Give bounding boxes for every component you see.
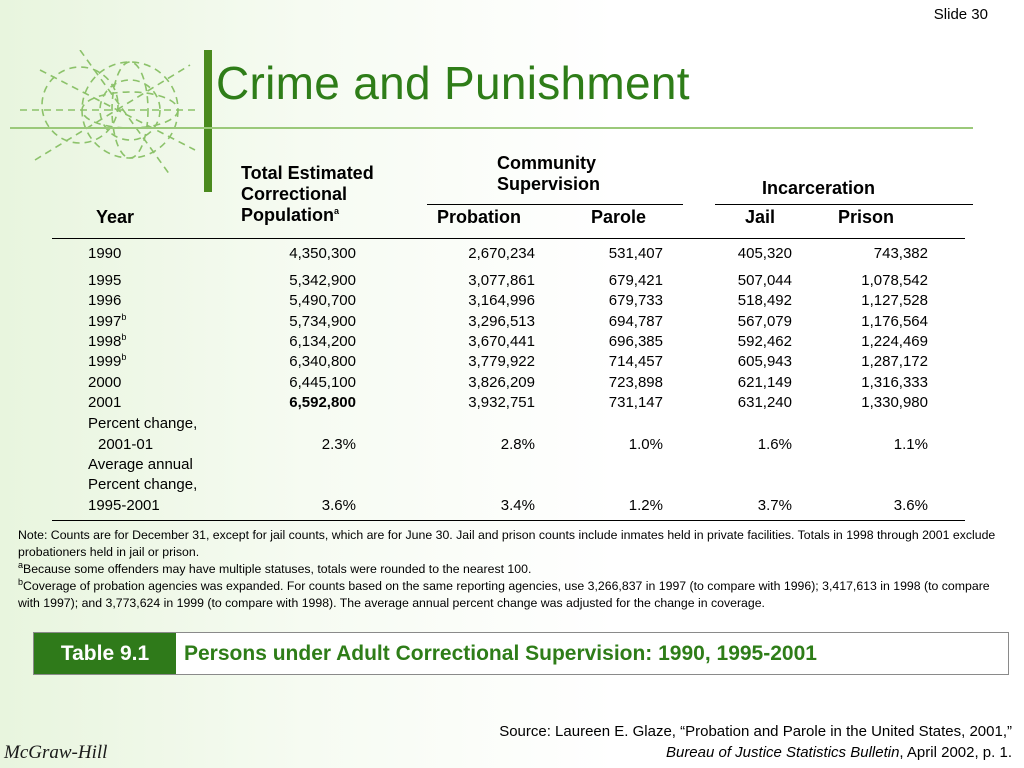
note-a: $^a$Because some offenders may have multiple statuses, totals were rounded to the nearest 100.: [18, 559, 532, 576]
header-jail: Jail: [745, 207, 776, 227]
row-prison: 1,287,172: [861, 353, 928, 370]
header-community: [497, 153, 600, 195]
header-parole: Parole: [591, 207, 647, 227]
row-probation: 3,826,209: [468, 374, 535, 391]
row-jail: 621,149: [737, 374, 792, 391]
row-prison: 1,078,542: [861, 272, 928, 289]
row-year: 1995: [88, 272, 122, 289]
row-probation: 3,164,996: [468, 292, 535, 309]
row-prison: 1,127,528: [861, 292, 928, 309]
avg-probation: 3.4%: [500, 497, 535, 514]
note-b: $^b$Coverage of probation agencies was expanded. For counts based on the same reporting agencies, use 3,266,837 in 1997 (to compare with 1996); 3,417,613 in 1998 (to compare with 1997); and 3,773,624 in 1999 (to compare with 1998). The average annual percent change was adjusted for the change in coverage.: [18, 576, 990, 610]
row-year: 1996: [88, 292, 122, 309]
caption-text: Persons under Adult Correctional Supervision: 1990, 1995-2001: [184, 642, 817, 665]
row-prison: 743,382: [873, 245, 928, 262]
row-total: 5,342,900: [289, 272, 356, 289]
row-total: 5,490,700: [289, 292, 356, 309]
header-total-line2: Correctional: [241, 184, 348, 204]
row-year: 1990: [88, 245, 122, 262]
avg-jail: 3.7%: [757, 497, 792, 514]
slide-number: Slide 30: [933, 6, 988, 23]
row-prison: 1,224,469: [861, 333, 928, 350]
row-jail: 507,044: [737, 272, 792, 289]
caption-label: Table 9.1: [34, 633, 176, 674]
row-probation: 3,077,861: [468, 272, 535, 289]
row-probation: 3,932,751: [468, 394, 535, 411]
row-probation: 3,670,441: [468, 333, 535, 350]
avg-total: 3.6%: [321, 497, 356, 514]
header-total: [241, 163, 374, 226]
header-prison: Prison: [838, 207, 895, 227]
row-jail: 518,492: [737, 292, 792, 309]
header-incarceration: Incarceration: [762, 178, 876, 198]
row-year: 1998$^b$: [88, 332, 127, 350]
table-top-rule: [52, 238, 965, 239]
table-bottom-rule: [52, 520, 965, 521]
title-accent-bar: [204, 50, 212, 192]
incarceration-rule: [715, 204, 973, 205]
row-prison: 1,316,333: [861, 374, 928, 391]
row-prison: 1,330,980: [861, 394, 928, 411]
row-total: 6,134,200: [289, 333, 356, 350]
pct-label-line2: 2001-01: [98, 436, 154, 453]
header-total-line1: Total Estimated: [241, 163, 374, 183]
header-community-line1: Community: [497, 153, 596, 173]
row-parole: 679,421: [608, 272, 663, 289]
row-year: 1997$^b$: [88, 312, 127, 330]
row-prison: 1,176,564: [861, 313, 928, 330]
row-parole: 723,898: [608, 374, 663, 391]
row-jail: 592,462: [737, 333, 792, 350]
header-total-line3: Population$^a$: [241, 205, 340, 225]
header-community-line2: Supervision: [497, 174, 601, 194]
pct-total: 2.3%: [321, 436, 356, 453]
table-notes: [18, 527, 1008, 612]
row-year: 2000: [88, 374, 122, 391]
avg-label-line3: 1995-2001: [88, 497, 160, 514]
row-total: 6,592,800: [289, 394, 356, 411]
row-parole: 714,457: [608, 353, 663, 370]
pct-prison: 1.1%: [893, 436, 928, 453]
pct-parole: 1.0%: [628, 436, 663, 453]
avg-label-line2: Percent change,: [88, 476, 198, 493]
row-total: 6,445,100: [289, 374, 356, 391]
pct-probation: 2.8%: [500, 436, 535, 453]
row-parole: 694,787: [608, 313, 663, 330]
header-probation: Probation: [437, 207, 521, 227]
table-caption: [33, 632, 1009, 675]
row-probation: 2,670,234: [468, 245, 535, 262]
avg-label-line1: Average annual: [88, 456, 193, 473]
row-total: 4,350,300: [289, 245, 356, 262]
row-total: 5,734,900: [289, 313, 356, 330]
row-probation: 3,296,513: [468, 313, 535, 330]
row-parole: 696,385: [608, 333, 663, 350]
community-rule: [427, 204, 683, 205]
avg-parole: 1.2%: [628, 497, 663, 514]
row-year: 1999$^b$: [88, 352, 127, 370]
publisher-logo: McGraw-Hill: [4, 742, 108, 763]
row-jail: 405,320: [737, 245, 792, 262]
pct-label-line1: Percent change,: [88, 415, 198, 432]
row-parole: 679,733: [608, 292, 663, 309]
row-jail: 605,943: [737, 353, 792, 370]
avg-prison: 3.6%: [893, 497, 928, 514]
row-parole: 531,407: [608, 245, 663, 262]
decorative-globe-icon: [20, 50, 200, 180]
row-total: 6,340,800: [289, 353, 356, 370]
source-citation: Source: Laureen E. Glaze, “Probation and Parole in the United States, 2001,” Bureau of Justice Statistics Bulletin, April 2002, p. 1.: [499, 723, 1012, 761]
slide-title: Crime and Punishment: [216, 57, 690, 109]
header-year: Year: [96, 207, 135, 227]
row-jail: 631,240: [737, 394, 792, 411]
row-probation: 3,779,922: [468, 353, 535, 370]
note-main: Note: Counts are for December 31, except for jail counts, which are for June 30. Jail and prison counts include inmates held in private facilities. Totals in 1998 through 2001 exclude probationers held in jail or prison.: [18, 528, 996, 559]
pct-jail: 1.6%: [757, 436, 792, 453]
row-parole: 731,147: [608, 394, 663, 411]
row-year: 2001: [88, 394, 122, 411]
title-underline: [10, 127, 973, 129]
row-jail: 567,079: [737, 313, 792, 330]
